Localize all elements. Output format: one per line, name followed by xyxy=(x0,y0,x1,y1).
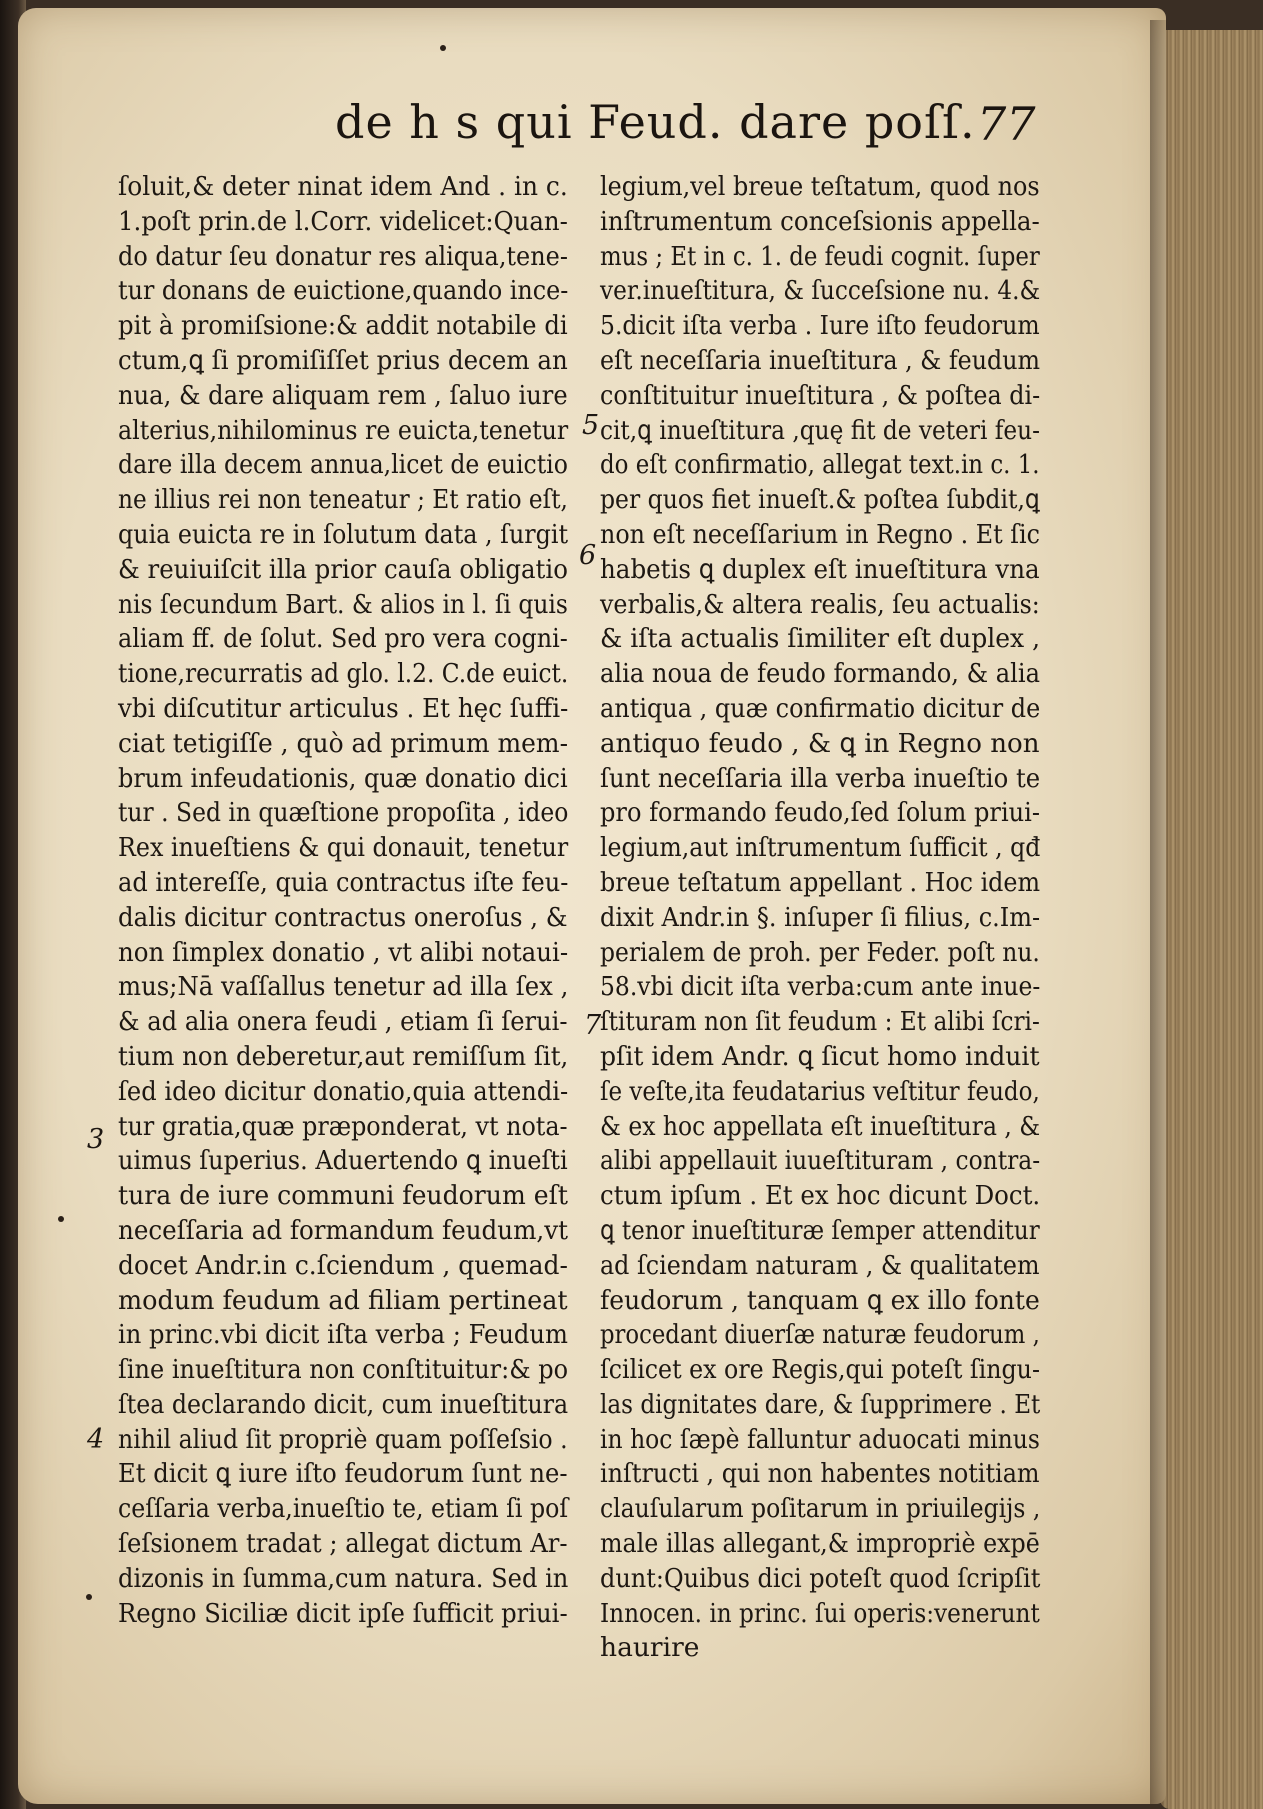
text-line: procedant diuerſæ naturæ feudorum , xyxy=(600,1319,1040,1351)
text-line: 58.vbi dicit iſta verba:cum ante inue- xyxy=(600,971,1041,1003)
margin-number-4: 4 xyxy=(87,1424,105,1455)
text-line: ctum,ꝗ ſi promiſiſſet prius decem an xyxy=(118,344,568,376)
text-line: ctum ipſum . Et ex hoc dicunt Doct. xyxy=(600,1180,1041,1212)
text-line: ne illius rei non teneatur ; Et ratio eſt, xyxy=(118,484,568,516)
text-line: dunt:Quibus dici poteſt quod ſcripſit xyxy=(600,1562,1041,1594)
text-line: & reuiuiſcit illa prior cauſa obligatio xyxy=(118,553,568,585)
text-line: do datur ſeu donatur res aliqua,tene- xyxy=(118,240,568,272)
text-line: tur gratia,quæ præponderat, vt nota- xyxy=(118,1110,568,1142)
text-line: ad ſciendam naturam , & qualitatem xyxy=(600,1249,1040,1281)
page-edges xyxy=(1160,30,1263,1809)
text-line: ver.inueſtitura, & ſucceſsione nu. 4.& xyxy=(600,275,1041,307)
text-line: antiquo feudo , & ꝗ in Regno non xyxy=(600,727,1040,759)
text-line: nihil aliud ſit propriè quam poſſeſsio . xyxy=(118,1423,568,1455)
text-line: 5.dicit iſta verba . Iure iſto feudorum xyxy=(600,310,1040,342)
text-line: tur . Sed in quæſtione propoſita , ideo xyxy=(118,797,569,829)
text-line: clauſularum poſitarum in priuilegijs , xyxy=(600,1493,1041,1525)
margin-number-5: 5 xyxy=(582,410,600,441)
text-line: ſed ideo dicitur donatio,quia attendi- xyxy=(118,1075,569,1107)
text-line: las dignitates dare, & ſupprimere . Et xyxy=(600,1388,1041,1420)
text-line: ſtituram non ſit feudum : Et alibi ſcri- xyxy=(600,1006,1040,1038)
text-line: tur donans de euictione,quando ince- xyxy=(118,275,569,307)
text-line: tium non deberetur,aut remiſſum ſit, xyxy=(118,1040,569,1072)
margin-number-7: 7 xyxy=(584,1010,602,1041)
text-line: ciat tetigiſſe , quò ad primum mem- xyxy=(118,727,568,759)
page-header xyxy=(0,95,1263,165)
text-line: alia noua de feudo formando, & alia xyxy=(600,658,1041,690)
text-line: male illas allegant,& impropriè expē xyxy=(600,1528,1040,1560)
text-line: verbalis,& altera realis, ſeu actualis: xyxy=(600,588,1040,620)
text-line: ceſſaria verba,inueſtio te, etiam ſi poſ xyxy=(118,1493,569,1525)
margin-dot xyxy=(440,45,446,51)
text-line: breue teſtatum appellant . Hoc idem xyxy=(600,866,1041,898)
running-title: de h s qui Feud. dare poſſ. xyxy=(335,95,976,149)
text-line: uimus ſuperius. Aduertendo ꝗ inueſti xyxy=(118,1145,568,1177)
text-line: docet Andr.in c.ſciendum , quemad- xyxy=(118,1249,568,1281)
text-line: ſcilicet ex ore Regis,qui poteſt ſingu- xyxy=(600,1354,1040,1386)
text-line: nua, & dare aliquam rem , ſaluo iure xyxy=(118,379,568,411)
margin-dot xyxy=(58,1216,64,1222)
margin-number-3: 3 xyxy=(87,1124,105,1155)
text-line: legium,vel breue teſtatum, quod nos xyxy=(600,171,1040,202)
text-line: in princ.vbi dicit iſta verba ; Feudum xyxy=(118,1319,568,1351)
text-line: pit à promiſsione:& addit notabile di xyxy=(118,310,568,342)
text-line: mus ; Et in c. 1. de feudi cognit. ſuper xyxy=(600,240,1040,272)
text-line: pro formando feudo,ſed ſolum priui- xyxy=(600,797,1041,829)
page-edge-shadow xyxy=(1150,20,1168,1809)
text-line: non ſimplex donatio , vt alibi notaui- xyxy=(118,936,569,968)
text-line: dare illa decem annua,licet de euictio xyxy=(118,449,568,481)
text-line: Et dicit ꝗ iure iſto feudorum ſunt ne- xyxy=(118,1458,568,1490)
text-line: neceſſaria ad formandum feudum,vt xyxy=(118,1214,569,1246)
text-line: & iſta actualis ſimiliter eſt duplex , xyxy=(600,623,1041,655)
text-line: ſeſsionem tradat ; allegat dictum Ar- xyxy=(118,1528,568,1560)
right-text-column xyxy=(600,170,1040,1666)
text-line: brum infeudationis, quæ donatio dici xyxy=(118,762,568,794)
text-line: pſit idem Andr. ꝗ ſicut homo induit xyxy=(600,1040,1040,1072)
left-text-column xyxy=(118,170,568,1631)
text-line: conſtituitur inueſtitura , & poſtea di- xyxy=(600,379,1041,411)
text-line: ſe veſte,ita feudatarius veſtitur feudo, xyxy=(600,1075,1040,1107)
text-line: alibi appellauit iuueſtituram , contra- xyxy=(600,1145,1041,1177)
text-line: nis ſecundum Bart. & alios in l. ſi quis xyxy=(118,588,568,620)
text-line: in hoc ſæpè falluntur aduocati minus xyxy=(600,1423,1040,1455)
text-line: Innocen. in princ. ſui operis:venerunt xyxy=(600,1597,1040,1629)
text-line: ſoluit,& deter ninat idem And . in c. xyxy=(118,171,568,202)
text-line: perialem de proh. per Feder. poſt nu. xyxy=(600,936,1040,968)
text-line: quia euicta re in ſolutum data , ſurgit xyxy=(118,518,569,550)
text-line: modum feudum ad filiam pertineat xyxy=(118,1284,568,1316)
text-line: Regno Siciliæ dicit ipſe ſufficit priui- xyxy=(118,1597,568,1629)
text-line: alterius,nihilominus re euicta,tenetur xyxy=(118,414,569,446)
text-line: tione,recurratis ad glo. l.2. C.de euict. xyxy=(118,658,569,690)
text-line: ad intereſſe, quia contractus iſte feu- xyxy=(118,866,569,898)
text-line: ſtea declarando dicit, cum inueſtitura xyxy=(118,1388,569,1420)
text-line: ꝗ tenor inueſtituræ ſemper attenditur xyxy=(600,1214,1040,1246)
text-line: cit,ꝗ inueſtitura ,quę fit de veteri feu- xyxy=(600,414,1040,446)
text-line: antiqua , quæ confirmatio dicitur de xyxy=(600,692,1041,724)
text-line: per quos fiet inueſt.& poſtea ſubdit,ꝗ xyxy=(600,484,1040,516)
text-line: tura de iure communi feudorum eſt xyxy=(118,1180,568,1212)
text-line: eſt neceſſaria inueſtitura , & feudum xyxy=(600,344,1041,376)
text-line: 1.poſt prin.de l.Corr. videlicet:Quan- xyxy=(118,205,568,237)
margin-number-6: 6 xyxy=(579,540,597,571)
text-line: inſtructi , qui non habentes notitiam xyxy=(600,1458,1040,1490)
text-line: ſine inueſtitura non conſtituitur:& po xyxy=(118,1354,569,1386)
text-line: dalis dicitur contractus oneroſus , & xyxy=(118,901,568,933)
text-line: legium,aut inſtrumentum ſufficit , qđ xyxy=(600,832,1041,864)
margin-dot xyxy=(86,1594,92,1600)
text-line: habetis ꝗ duplex eſt inueſtitura vna xyxy=(600,553,1040,585)
text-line: haurire xyxy=(600,1632,700,1664)
text-line: vbi diſcutitur articulus . Et hęc ſuffi- xyxy=(118,692,569,724)
text-line: aliam ff. de ſolut. Sed pro vera cogni- xyxy=(118,623,568,655)
text-line: feudorum , tanquam ꝗ ex illo fonte xyxy=(600,1284,1040,1316)
text-line: dizonis in ſumma,cum natura. Sed in xyxy=(118,1562,569,1594)
text-line: & ad alia onera feudi , etiam ſi ſerui- xyxy=(118,1006,568,1038)
text-line: inſtrumentum conceſsionis appella- xyxy=(600,205,1040,237)
text-line: Rex inueſtiens & qui donauit, tenetur xyxy=(118,832,569,864)
text-line: do eſt confirmatio, allegat text.in c. 1. xyxy=(600,449,1040,481)
page-number: 77 xyxy=(977,97,1036,151)
text-line: & ex hoc appellata eſt inueſtitura , & xyxy=(600,1110,1041,1142)
text-line: ſunt neceſſaria illa verba inueſtio te xyxy=(600,762,1041,794)
text-line: mus;Nā vaſſallus tenetur ad illa ſex , xyxy=(118,971,569,1003)
text-line: non eſt neceſſarium in Regno . Et ſic xyxy=(600,518,1040,550)
text-line: dixit Andr.in §. inſuper ſi filius, c.Im- xyxy=(600,901,1041,933)
